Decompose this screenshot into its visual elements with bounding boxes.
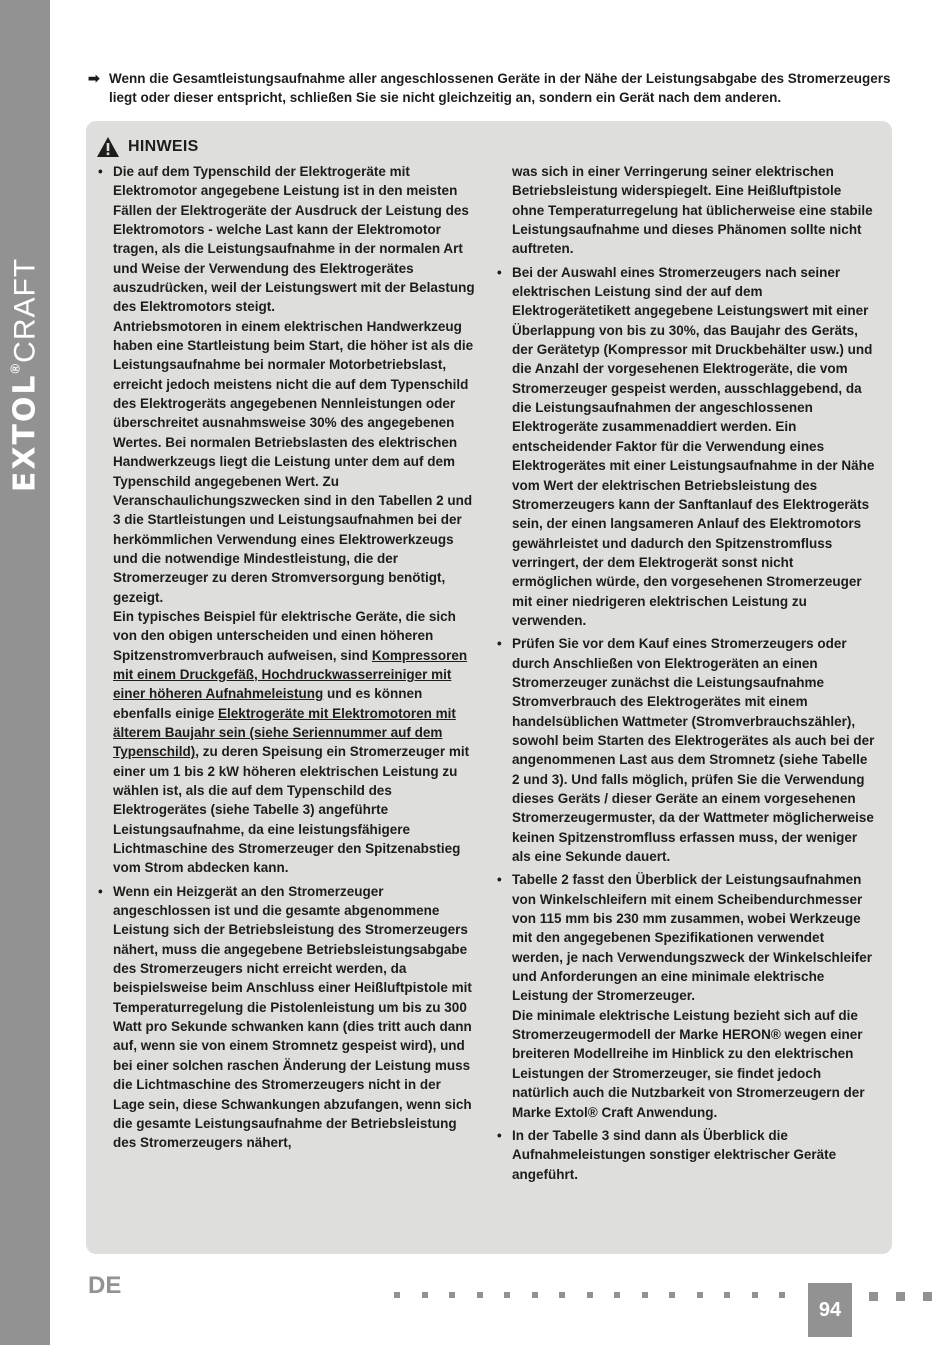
- language-code: DE: [88, 1272, 122, 1299]
- footer-square: [923, 1292, 932, 1301]
- list-item: • Prüfen Sie vor dem Kauf eines Stromerzeugers oder durch Anschließen von Elektrogeräten an einen Stromerzeuger zunächst die Leistungsaufnahme Stromverbrauch des Elektrogerätes mit einem handelsüblichen Wattmeter (Stromverbrauchszähler), sowohl beim Starten des Elektrogerätes als auch bei der angenommenen Last aus dem Stromnetz (siehe Tabelle 2 und 3). Und falls möglich, prüfen Sie die Verwendung dieses Geräts / dieser Geräte an einem vorgesehenen Stromerzeugermuster, da der Wattmeter möglicherweise keinen Spitzenstromfluss erfassen muss, der weniger als eine Sekunde dauert.: [497, 636, 875, 865]
- list-item: • Tabelle 2 fasst den Überblick der Leistungsaufnahmen von Winkelschleifern mit einem Scheibendurchmesser von 115 mm bis 230 mm zusammen, wobei Werkzeuge mit den angegebenen Spezifikationen verwendet werden, je nach Verwendungszweck der Winkelschleifer und Anforderungen an eine minimale elektrische Leistung der Stromerzeuger. Die minimale elektrische Leistung bezieht sich auf die Stromerzeugermodell der Marke HERON® wegen einer breiteren Modellreihe im Hinblick zu den elektrischen Leistungen der Stromerzeuger, sie findet jedoch natürlich auch die Nutzbarkeit von Stromerzeugern der Marke Extol® Craft Anwendung.: [497, 872, 873, 1120]
- list-item-continued: was sich in einer Verringerung seiner elektrischen Betriebsleistung widerspiegelt. Eine Heißluftpistole ohne Temperaturregelung hat üblicherweise eine stabile Leistungsaufnahme und dieses Phänomen sollte nicht auftreten.: [512, 164, 873, 257]
- notice-column-left: [96, 162, 476, 1157]
- notice-header: [96, 133, 199, 161]
- underlined-text: Kompressoren mit einem Druckgefäß, Hochdruckwasserreiniger mit einer höheren Aufnahmeleistung: [113, 647, 468, 702]
- dot: [449, 1292, 455, 1298]
- bullet-icon: •: [98, 883, 103, 899]
- arrow-right-icon: ➡: [88, 70, 100, 86]
- dot: [724, 1292, 730, 1298]
- dot: [532, 1292, 538, 1298]
- bullet-icon: •: [98, 164, 103, 179]
- dot: [642, 1292, 648, 1298]
- intro-instruction: [88, 69, 896, 107]
- notice-column-right: [495, 162, 875, 1188]
- dot: [587, 1292, 593, 1298]
- dot: [779, 1292, 785, 1298]
- dot: [504, 1292, 510, 1298]
- dot: [422, 1292, 428, 1298]
- notice-title: HINWEIS: [128, 138, 199, 155]
- brand-logo: EXTOL®CRAFT: [7, 257, 43, 493]
- footer-dot-separator: [394, 1292, 807, 1298]
- dot: [559, 1292, 565, 1298]
- dot: [669, 1292, 675, 1298]
- page-number: 94: [808, 1283, 852, 1337]
- list-item: • In der Tabelle 3 sind dann als Überblick die Aufnahmeleistungen sonstiger elektrischer Geräte angeführt.: [497, 1127, 837, 1182]
- bullet-icon: •: [497, 264, 502, 280]
- bullet-icon: •: [497, 636, 502, 652]
- bullet-icon: •: [497, 1127, 502, 1143]
- warning-triangle-icon: [96, 136, 120, 158]
- list-item: • Die auf dem Typenschild der Elektrogeräte mit Elektromotor angegebene Leistung ist in den meisten Fällen der Elektrogeräte der Ausdruck der Leistung des Elektromotors - welche Last kann der Elektromotor tragen, als die Leistungsaufnahme in der normalen Art und Weise der Verwendung des Elektrogerätes auszudrücken, weil der Leistungswert mit der Belastung des Elektromotors steigt. Antriebsmotoren in einem elektrischen Handwerkzeug haben eine Startleistung beim Start, die höher ist als die Leistungsaufnahme bei normaler Motorbetriebslast, erreicht jedoch meistens nicht die auf dem Typenschild des Elektrogeräts angegebenen Nennleistungen oder überschreitet ausnahmsweise 30% des angegebenen Wertes. Bei normalen Betriebslasten des elektrischen Handwerkzeugs liegt die Leistung unter dem auf dem Typenschild angegebenen Wert. Zu Veranschaulichungszwecken sind in den Tabellen 2 und 3 die Startleistungen und Leistungsaufnahmen bei der herkömmlichen Verwendung eines Elektrowerkzeugs und die notwendige Mindestleistung, die der Stromerzeuger zu deren Stromversorgung benötigt, gezeigt. Ein typisches Beispiel für elektrische Geräte, die sich von den obigen unterscheiden und einen höheren Spitzenstromverbrauch aufweisen, sind Kompressoren mit einem Druckgefäß, Hochdruckwasserreiniger mit einer höheren Aufnahmeleistung und es können ebenfalls einige Elektrogeräte mit Elektromotoren mit älterem Baujahr sein (siehe Seriennummer auf dem Typenschild), zu deren Speisung ein Stromerzeuger mit einer um 1 bis 2 kW höheren elektrischen Leistung zu wählen ist, als die auf dem Typenschild des Elektrogerätes (siehe Tabelle 3) angeführte Leistungsaufnahme, da eine leistungsfähigere Lichtmaschine des Stromerzeuger den Spitzenabstieg vom Strom abdecken kann.: [98, 164, 475, 876]
- footer-square: [869, 1292, 878, 1301]
- dot: [614, 1292, 620, 1298]
- brand-sidebar: [0, 0, 50, 1345]
- intro-text: Wenn die Gesamtleistungsaufnahme aller angeschlossenen Geräte in der Nähe der Leistungsabgabe des Stromerzeugers liegt oder dieser entspricht, schließen Sie sie nicht gleichzeitig an, sondern ein Gerät nach dem anderen.: [109, 71, 891, 105]
- underlined-text: Elektrogeräte mit Elektromotoren mit älterem Baujahr sein (siehe Seriennummer auf dem Typenschild): [113, 705, 456, 760]
- dot: [752, 1292, 758, 1298]
- dot: [394, 1292, 400, 1298]
- footer-square: [896, 1292, 905, 1301]
- dot: [697, 1292, 703, 1298]
- list-item: • Wenn ein Heizgerät an den Stromerzeuger angeschlossen ist und die gesamte abgenommene Leistung sich der Betriebsleistung des Stromerzeugers nähert, muss die angegebene Betriebsleistungsabgabe des Stromerzeugers nicht erreicht werden, da beispielsweise beim Anschluss einer Heißluftpistole mit Temperaturregelung die Pistolenleistung um bis zu 300 Watt pro Sekunde schwanken kann (dies tritt auch dann auf, wenn sie von einem Stromnetz gespeist wird), und bei einer solchen raschen Änderung der Leistung muss die Lichtmaschine des Stromerzeugers nicht in der Lage sein, diese Schwankungen abzufangen, wenn sich die gesamte Leistungsaufnahme der Betriebsleistung des Stromerzeugers nähert,: [98, 883, 472, 1151]
- list-item: • Bei der Auswahl eines Stromerzeugers nach seiner elektrischen Leistung sind der auf dem Elektrogerätetikett angegebene Leistungswert mit einer Überlappung von bis zu 30%, das Baujahr des Geräts, der Gerätetyp (Kompressor mit Druckbehälter usw.) und die Anzahl der vorgesehenen Elektrogeräte, die vom Stromerzeuger gespeist werden, ausschlaggebend, da die Leistungsaufnahmen der angeschlossenen Elektrogeräte zusammenaddiert werden. Ein entscheidender Faktor für die Verwendung eines Elektrogerätes mit einer Leistungsaufnahme in der Nähe vom Wert der elektrischen Betriebsleistung des Stromerzeugers kann der Sanftanlauf des Elektrogeräts sein, der einen langsameren Anlauf des Elektromotors gewährleistet und dadurch den Spitzenstromfluss verringert, der dem Elektrogerät sonst nicht ermöglichen würde, den vorgesehenen Stromerzeuger mit einer niedrigeren elektrischen Leistung zu verwenden.: [497, 264, 875, 628]
- bullet-icon: •: [497, 872, 502, 888]
- dot: [477, 1292, 483, 1298]
